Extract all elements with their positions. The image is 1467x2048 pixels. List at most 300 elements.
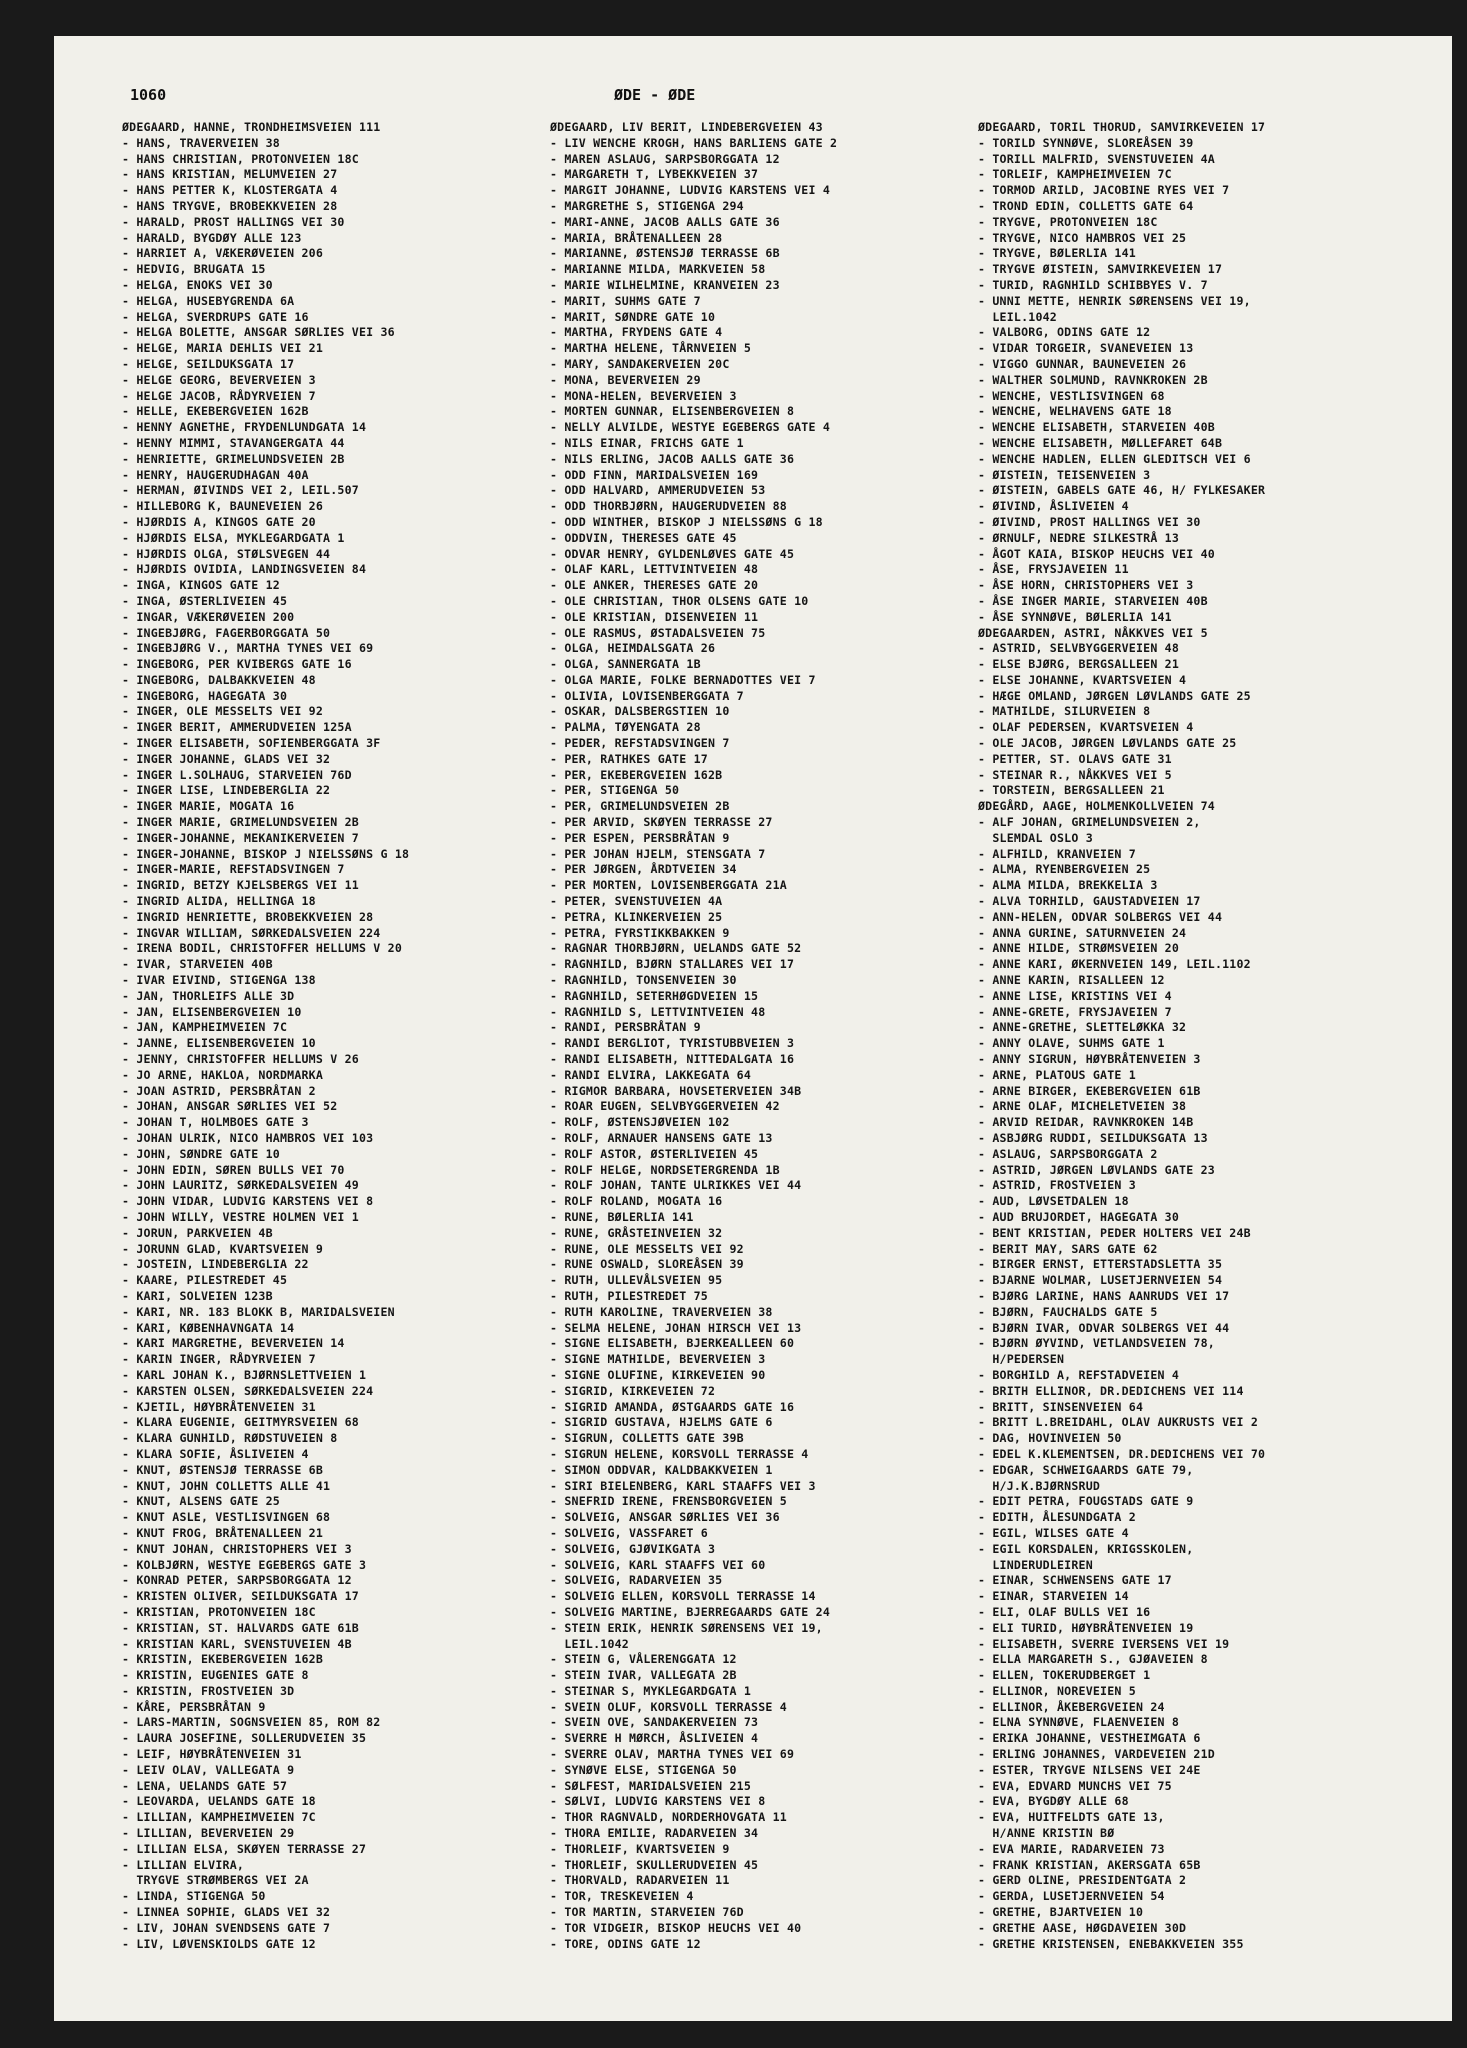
directory-entry: - BORGHILD A, REFSTADVEIEN 4	[978, 1367, 1180, 1382]
directory-entry: - LILLIAN, KAMPHEIMVEIEN 7C	[122, 1810, 316, 1825]
directory-entry: - OLE CHRISTIAN, THOR OLSENS GATE 10	[550, 593, 809, 608]
directory-entry: - KNUT JOHAN, CHRISTOPHERS VEI 3	[122, 1541, 352, 1556]
directory-entry: - ERLING JOHANNES, VARDEVEIEN 21D	[978, 1747, 1215, 1762]
directory-entry: - TURID, RAGNHILD SCHIBBYES V. 7	[978, 277, 1208, 292]
directory-entry: - SIGNE OLUFINE, KIRKEVEIEN 90	[550, 1367, 766, 1382]
directory-entry: - EINAR, SCHWENSENS GATE 17	[978, 1573, 1172, 1588]
directory-entry: - STEIN ERIK, HENRIK SØRENSENS VEI 19,	[550, 1620, 823, 1635]
directory-entry: - LILLIAN ELSA, SKØYEN TERRASSE 27	[122, 1841, 367, 1856]
directory-entry: - TRYGVE, NICO HAMBROS VEI 25	[978, 230, 1187, 245]
directory-entry: - EVA MARIE, RADARVEIEN 73	[978, 1841, 1165, 1856]
directory-entry: - ØIVIND, ÅSLIVEIEN 4	[978, 499, 1129, 514]
directory-entry: - HERMAN, ØIVINDS VEI 2, LEIL.507	[122, 483, 359, 498]
directory-entry: - GRETHE AASE, HØGDAVEIEN 30D	[978, 1920, 1187, 1935]
directory-entry: - KRISTIAN, ST. HALVARDS GATE 61B	[122, 1620, 359, 1635]
directory-entry: - TORMOD ARILD, JACOBINE RYES VEI 7	[978, 183, 1230, 198]
directory-entry: - HENRIETTE, GRIMELUNDSVEIEN 2B	[122, 451, 345, 466]
directory-entry: - WENCHE HADLEN, ELLEN GLEDITSCH VEI 6	[978, 451, 1251, 466]
directory-entry: - ANNE-GRETE, FRYSJAVEIEN 7	[978, 1004, 1172, 1019]
directory-entry: - INGRID ALIDA, HELLINGA 18	[122, 894, 316, 909]
directory-entry: - RANDI ELISABETH, NITTEDALGATA 16	[550, 1052, 795, 1067]
directory-entry: - ODD HALVARD, AMMERUDVEIEN 53	[550, 483, 766, 498]
directory-entry: - OLAF KARL, LETTVINTVEIEN 48	[550, 562, 759, 577]
directory-entry: - TROND EDIN, COLLETTS GATE 64	[978, 198, 1194, 213]
directory-entry: - RANDI, PERSBRÅTAN 9	[550, 1020, 701, 1035]
directory-entry: - JORUNN GLAD, KVARTSVEIEN 9	[122, 1241, 324, 1256]
directory-entry: - ELI, OLAF BULLS VEI 16	[978, 1604, 1151, 1619]
directory-entry: - HANS PETTER K, KLOSTERGATA 4	[122, 183, 338, 198]
directory-entry: - INGER-MARIE, REFSTADSVINGEN 7	[122, 862, 345, 877]
directory-entry: - PETER, SVENSTUVEIEN 4A	[550, 894, 723, 909]
directory-entry: - INGAR, VÆKERØVEIEN 200	[122, 609, 295, 624]
directory-entry: - JOHAN ULRIK, NICO HAMBROS VEI 103	[122, 1131, 374, 1145]
directory-entry: - INGEBORG, PER KVIBERGS GATE 16	[122, 657, 352, 672]
directory-entry: - OSKAR, DALSBERGSTIEN 10	[550, 704, 730, 719]
directory-entry: - PER, EKEBERGVEIEN 162B	[550, 767, 723, 782]
column-3	[978, 120, 1398, 1952]
directory-entry: - KOLBJØRN, WESTYE EGEBERGS GATE 3	[122, 1557, 367, 1572]
directory-entry: - WENCHE, VESTLISVINGEN 68	[978, 388, 1165, 403]
directory-entry: - INGA, ØSTERLIVEIEN 45	[122, 593, 288, 608]
directory-entry: - AUD, LØVSETDALEN 18	[978, 1194, 1129, 1209]
directory-entry: - KARL JOHAN K., BJØRNSLETTVEIEN 1	[122, 1367, 367, 1382]
directory-entry: - GERD OLINE, PRESIDENTGATA 2	[978, 1873, 1187, 1888]
directory-entry: - RUTH, PILESTREDET 75	[550, 1288, 708, 1303]
directory-entry: - INGER MARIE, GRIMELUNDSVEIEN 2B	[122, 815, 359, 830]
directory-entry: - KARIN INGER, RÅDYRVEIEN 7	[122, 1352, 316, 1367]
directory-entry: - OLE KRISTIAN, DISENVEIEN 11	[550, 609, 759, 624]
directory-entry: - INGER L.SOLHAUG, STARVEIEN 76D	[122, 767, 352, 782]
directory-entry: - RAGNHILD, SETERHØGDVEIEN 15	[550, 988, 759, 1003]
directory-entry: - PER JOHAN HJELM, STENSGATA 7	[550, 846, 766, 861]
directory-entry: - ROLF JOHAN, TANTE ULRIKKES VEI 44	[550, 1178, 802, 1193]
directory-entry: - HELGA, SVERDRUPS GATE 16	[122, 309, 309, 324]
directory-entry: - PETTER, ST. OLAVS GATE 31	[978, 751, 1172, 766]
directory-entry: - ØISTEIN, GABELS GATE 46, H/ FYLKESAKER	[978, 483, 1266, 498]
directory-entry: - IRENA BODIL, CHRISTOFFER HELLUMS V 20	[122, 941, 403, 956]
directory-entry: - JANNE, ELISENBERGVEIEN 10	[122, 1036, 316, 1051]
directory-entry: - SIMON ODDVAR, KALDBAKKVEIEN 1	[550, 1462, 773, 1477]
directory-entry: - ANNE KARIN, RISALLEEN 12	[978, 973, 1165, 988]
directory-entry: - INGEBORG, HAGEGATA 30	[122, 688, 288, 703]
directory-entry: - RUNE, BØLERLIA 141	[550, 1209, 694, 1224]
directory-entry: - KARI MARGRETHE, BEVERVEIEN 14	[122, 1336, 345, 1351]
directory-entry: - ASTRID, FROSTVEIEN 3	[978, 1178, 1136, 1193]
directory-entry: - ARVID REIDAR, RAVNKROKEN 14B	[978, 1115, 1194, 1130]
directory-entry: - LEOVARDA, UELANDS GATE 18	[122, 1794, 316, 1809]
directory-entry: - SVERRE H MØRCH, ÅSLIVEIEN 4	[550, 1731, 759, 1746]
directory-entry: ØDEGAARDEN, ASTRI, NÅKKVES VEI 5	[978, 625, 1208, 640]
directory-entry: - PETRA, KLINKERVEIEN 25	[550, 909, 723, 924]
directory-entry: - KARI, NR. 183 BLOKK B, MARIDALSVEIEN	[122, 1304, 395, 1319]
directory-entry: - ØISTEIN, TEISENVEIEN 3	[978, 467, 1151, 482]
directory-entry: - RANDI BERGLIOT, TYRISTUBBVEIEN 3	[550, 1036, 795, 1051]
directory-entry: - JAN, THORLEIFS ALLE 3D	[122, 988, 295, 1003]
directory-entry: - SØLFEST, MARIDALSVEIEN 215	[550, 1778, 752, 1793]
directory-entry: - INGER LISE, LINDEBERGLIA 22	[122, 783, 331, 798]
directory-entry: - INGER JOHANNE, GLADS VEI 32	[122, 751, 331, 766]
directory-entry: - SELMA HELENE, JOHAN HIRSCH VEI 13	[550, 1320, 802, 1335]
directory-entry: - INGVAR WILLIAM, SØRKEDALSVEIEN 224	[122, 925, 381, 940]
directory-entry: - LENA, UELANDS GATE 57	[122, 1778, 288, 1793]
directory-entry: - LINNEA SOPHIE, GLADS VEI 32	[122, 1905, 331, 1920]
directory-entry: - RUTH, ULLEVÅLSVEIEN 95	[550, 1273, 723, 1288]
directory-entry: - KRISTIN, EUGENIES GATE 8	[122, 1668, 309, 1683]
directory-entry: - SIGRID GUSTAVA, HJELMS GATE 6	[550, 1415, 773, 1430]
directory-entry: - JORUN, PARKVEIEN 4B	[122, 1225, 273, 1240]
directory-entry: - ASTRID, JØRGEN LØVLANDS GATE 23	[978, 1162, 1215, 1177]
directory-entry: - WENCHE, WELHAVENS GATE 18	[978, 404, 1172, 419]
directory-entry: H/ANNE KRISTIN BØ	[978, 1826, 1115, 1841]
directory-entry: - TRYGVE, BØLERLIA 141	[978, 246, 1136, 261]
directory-entry: - ELSE JOHANNE, KVARTSVEIEN 4	[978, 672, 1187, 687]
directory-entry: - TORSTEIN, BERGSALLEEN 21	[978, 783, 1165, 798]
directory-entry: - SNEFRID IRENE, FRENSBORGVEIEN 5	[550, 1494, 787, 1509]
directory-entry: - ROLF, ARNAUER HANSENS GATE 13	[550, 1131, 773, 1145]
directory-entry: - KÅRE, PERSBRÅTAN 9	[122, 1699, 266, 1714]
directory-entry: - MARIT, SØNDRE GATE 10	[550, 309, 716, 324]
directory-entry: - INGA, KINGOS GATE 12	[122, 578, 280, 593]
directory-entry: - THORVALD, RADARVEIEN 11	[550, 1873, 730, 1888]
directory-entry: - JOHN VIDAR, LUDVIG KARSTENS VEI 8	[122, 1194, 374, 1209]
directory-entry: - ROAR EUGEN, SELVBYGGERVEIEN 42	[550, 1099, 780, 1114]
directory-entry: - HARALD, PROST HALLINGS VEI 30	[122, 214, 345, 229]
directory-entry: - MARIE WILHELMINE, KRANVEIEN 23	[550, 277, 780, 292]
directory-entry: - FRANK KRISTIAN, AKERSGATA 65B	[978, 1857, 1201, 1872]
directory-entry: - ODD THORBJØRN, HAUGERUDVEIEN 88	[550, 499, 787, 514]
directory-entry: - HELGE, MARIA DEHLIS VEI 21	[122, 341, 324, 356]
directory-entry: - OLGA, HEIMDALSGATA 26	[550, 641, 716, 656]
directory-entry: - BRITH ELLINOR, DR.DEDICHENS VEI 114	[978, 1383, 1244, 1398]
directory-entry: - OLE JACOB, JØRGEN LØVLANDS GATE 25	[978, 736, 1237, 751]
directory-entry: - KRISTIN, EKEBERGVEIEN 162B	[122, 1652, 324, 1667]
directory-entry: TRYGVE STRØMBERGS VEI 2A	[122, 1873, 309, 1888]
directory-entry: - TORILL MALFRID, SVENSTUVEIEN 4A	[978, 151, 1215, 166]
directory-entry: - MARIT, SUHMS GATE 7	[550, 293, 701, 308]
directory-entry: - MARGRETHE S, STIGENGA 294	[550, 198, 744, 213]
directory-entry: - OLE RASMUS, ØSTADALSVEIEN 75	[550, 625, 766, 640]
page-number: 1060	[130, 86, 167, 104]
directory-entry: - SIGRUN HELENE, KORSVOLL TERRASSE 4	[550, 1446, 809, 1461]
directory-entry: - ERIKA JOHANNE, VESTHEIMGATA 6	[978, 1731, 1201, 1746]
directory-entry: - DAG, HOVINVEIEN 50	[978, 1431, 1122, 1446]
directory-entry: - IVAR EIVIND, STIGENGA 138	[122, 973, 316, 988]
directory-entry: - ROLF ROLAND, MOGATA 16	[550, 1194, 723, 1209]
directory-entry: - JOAN ASTRID, PERSBRÅTAN 2	[122, 1083, 316, 1098]
directory-entry: - INGER-JOHANNE, MEKANIKERVEIEN 7	[122, 830, 359, 845]
directory-entry: - MATHILDE, SILURVEIEN 8	[978, 704, 1151, 719]
directory-entry: - ARNE, PLATOUS GATE 1	[978, 1067, 1136, 1082]
directory-entry: - INGER ELISABETH, SOFIENBERGGATA 3F	[122, 736, 381, 751]
directory-entry: - BJØRN ØYVIND, VETLANDSVEIEN 78,	[978, 1336, 1215, 1351]
directory-entry: - ANNE HILDE, STRØMSVEIEN 20	[978, 941, 1180, 956]
directory-entry: - KNUT, ØSTENSJØ TERRASSE 6B	[122, 1462, 324, 1477]
directory-entry: - SOLVEIG, VASSFARET 6	[550, 1525, 708, 1540]
directory-entry: - ODD FINN, MARIDALSVEIEN 169	[550, 467, 759, 482]
directory-entry: - KNUT ASLE, VESTLISVINGEN 68	[122, 1510, 331, 1525]
directory-entry: H/J.K.BJØRNSRUD	[978, 1478, 1101, 1493]
directory-entry: - ODVAR HENRY, GYLDENLØVES GATE 45	[550, 546, 795, 561]
directory-entry: H/PEDERSEN	[978, 1352, 1065, 1367]
directory-entry: - MARGIT JOHANNE, LUDVIG KARSTENS VEI 4	[550, 183, 831, 198]
directory-entry: - ELISABETH, SVERRE IVERSENS VEI 19	[978, 1636, 1230, 1651]
directory-entry: - INGRID, BETZY KJELSBERGS VEI 11	[122, 878, 359, 893]
directory-entry: - WENCHE ELISABETH, STARVEIEN 40B	[978, 420, 1215, 435]
directory-entry: - SOLVEIG ELLEN, KORSVOLL TERRASSE 14	[550, 1589, 816, 1604]
column-1	[122, 120, 542, 1952]
directory-entry: - ÅSE, FRYSJAVEIEN 11	[978, 562, 1129, 577]
directory-entry: - ÅGOT KAIA, BISKOP HEUCHS VEI 40	[978, 546, 1215, 561]
directory-entry: - ROLF, ØSTENSJØVEIEN 102	[550, 1115, 730, 1130]
directory-entry: ØDEGAARD, TORIL THORUD, SAMVIRKEVEIEN 17	[978, 120, 1266, 134]
directory-entry: - VALBORG, ODINS GATE 12	[978, 325, 1151, 340]
directory-entry: - OLE ANKER, THERESES GATE 20	[550, 578, 759, 593]
directory-entry: - RANDI ELVIRA, LAKKEGATA 64	[550, 1067, 752, 1082]
directory-entry: - STEIN IVAR, VALLEGATA 2B	[550, 1668, 737, 1683]
directory-entry: - BJØRG LARINE, HANS AANRUDS VEI 17	[978, 1288, 1230, 1303]
directory-entry: - MARI-ANNE, JACOB AALLS GATE 36	[550, 214, 780, 229]
directory-entry: - JOSTEIN, LINDEBERGLIA 22	[122, 1257, 309, 1272]
directory-entry: - BRITT, SINSENVEIEN 64	[978, 1399, 1144, 1414]
directory-entry: - ANNE KARI, ØKERNVEIEN 149, LEIL.1102	[978, 957, 1251, 972]
directory-entry: - THORLEIF, SKULLERUDVEIEN 45	[550, 1857, 759, 1872]
directory-entry: - ALF JOHAN, GRIMELUNDSVEIEN 2,	[978, 815, 1201, 830]
directory-entry: - ELI TURID, HØYBRÅTENVEIEN 19	[978, 1620, 1194, 1635]
directory-entry: - TORILD SYNNØVE, SLOREÅSEN 39	[978, 135, 1194, 150]
directory-entry: LINDERUDLEIREN	[978, 1557, 1093, 1572]
directory-entry: - KLARA GUNHILD, RØDSTUVEIEN 8	[122, 1431, 338, 1446]
directory-entry: - KAARE, PILESTREDET 45	[122, 1273, 288, 1288]
directory-entry: - LIV WENCHE KROGH, HANS BARLIENS GATE 2	[550, 135, 838, 150]
directory-entry: - RIGMOR BARBARA, HOVSETERVEIEN 34B	[550, 1083, 802, 1098]
directory-entry: - ROLF HELGE, NORDSETERGRENDA 1B	[550, 1162, 780, 1177]
directory-entry: - KARI, KØBENHAVNGATA 14	[122, 1320, 295, 1335]
directory-entry: - ØRNULF, NEDRE SILKESTRÅ 13	[978, 530, 1180, 545]
directory-entry: - INGER BERIT, AMMERUDVEIEN 125A	[122, 720, 352, 735]
directory-entry: - ELLEN, TOKERUDBERGET 1	[978, 1668, 1151, 1683]
directory-entry: - ALMA MILDA, BREKKELIA 3	[978, 878, 1158, 893]
directory-entry: - SIGNE ELISABETH, BJERKEALLEEN 60	[550, 1336, 795, 1351]
directory-entry: - PER JØRGEN, ÅRDTVEIEN 34	[550, 862, 737, 877]
directory-entry: - MARIANNE, ØSTENSJØ TERRASSE 6B	[550, 246, 780, 261]
directory-entry: - BJØRN, FAUCHALDS GATE 5	[978, 1304, 1158, 1319]
directory-entry: - ASTRID, SELVBYGGERVEIEN 48	[978, 641, 1180, 656]
directory-entry: - EDGAR, SCHWEIGAARDS GATE 79,	[978, 1462, 1194, 1477]
directory-entry: - JENNY, CHRISTOFFER HELLUMS V 26	[122, 1052, 359, 1067]
directory-entry: - HANS, TRAVERVEIEN 38	[122, 135, 280, 150]
directory-entry: - INGER-JOHANNE, BISKOP J NIELSSØNS G 18	[122, 846, 410, 861]
directory-entry: - HELLE, EKEBERGVEIEN 162B	[122, 404, 309, 419]
page-header	[54, 86, 1452, 110]
directory-entry: - ASLAUG, SARPSBORGGATA 2	[978, 1146, 1158, 1161]
directory-page	[54, 36, 1452, 2021]
directory-entry: - ODD WINTHER, BISKOP J NIELSSØNS G 18	[550, 514, 823, 529]
directory-entry: - VIDAR TORGEIR, SVANEVEIEN 13	[978, 341, 1194, 356]
directory-entry: - RUTH KAROLINE, TRAVERVEIEN 38	[550, 1304, 773, 1319]
directory-entry: - BJARNE WOLMAR, LUSETJERNVEIEN 54	[978, 1273, 1223, 1288]
directory-entry: SLEMDAL OSLO 3	[978, 830, 1093, 845]
directory-entry: - ØIVIND, PROST HALLINGS VEI 30	[978, 514, 1201, 529]
directory-entry: - SYNØVE ELSE, STIGENGA 50	[550, 1762, 737, 1777]
directory-entry: - JAN, ELISENBERGVEIEN 10	[122, 1004, 302, 1019]
directory-entry: - HELGA, HUSEBYGRENDA 6A	[122, 293, 295, 308]
directory-entry: - ANN-HELEN, ODVAR SOLBERGS VEI 44	[978, 909, 1223, 924]
directory-entry: - HÆGE OMLAND, JØRGEN LØVLANDS GATE 25	[978, 688, 1251, 703]
directory-entry: - ÅSE INGER MARIE, STARVEIEN 40B	[978, 593, 1208, 608]
directory-entry: - MARIA, BRÅTENALLEEN 28	[550, 230, 723, 245]
directory-entry: - HELGE GEORG, BEVERVEIEN 3	[122, 372, 316, 387]
directory-entry: - EVA, BYGDØY ALLE 68	[978, 1794, 1129, 1809]
directory-entry: - PALMA, TØYENGATA 28	[550, 720, 701, 735]
directory-entry: - SIGRID, KIRKEVEIEN 72	[550, 1383, 716, 1398]
directory-entry: - TORE, ODINS GATE 12	[550, 1936, 701, 1951]
directory-entry: - PER ARVID, SKØYEN TERRASSE 27	[550, 815, 773, 830]
directory-entry: - ELLINOR, NOREVEIEN 5	[978, 1683, 1136, 1698]
directory-entry: - STEINAR S, MYKLEGARDGATA 1	[550, 1683, 752, 1698]
directory-entry: - EVA, HUITFELDTS GATE 13,	[978, 1810, 1165, 1825]
directory-entry: - STEINAR R., NÅKKVES VEI 5	[978, 767, 1172, 782]
directory-entry: - ARNE OLAF, MICHELETVEIEN 38	[978, 1099, 1187, 1114]
directory-entry: - BIRGER ERNST, ETTERSTADSLETTA 35	[978, 1257, 1223, 1272]
directory-entry: - HENRY, HAUGERUDHAGAN 40A	[122, 467, 309, 482]
directory-entry: - GRETHE, BJARTVEIEN 10	[978, 1905, 1144, 1920]
directory-entry: - HEDVIG, BRUGATA 15	[122, 262, 266, 277]
directory-entry: - ANNE LISE, KRISTINS VEI 4	[978, 988, 1172, 1003]
directory-entry: - MORTEN GUNNAR, ELISENBERGVEIEN 8	[550, 404, 795, 419]
directory-entry: - KARI, SOLVEIEN 123B	[122, 1288, 273, 1303]
directory-entry: - INGEBJØRG, FAGERBORGGATA 50	[122, 625, 331, 640]
directory-entry: - KNUT, JOHN COLLETTS ALLE 41	[122, 1478, 331, 1493]
directory-entry: - KLARA SOFIE, ÅSLIVEIEN 4	[122, 1446, 309, 1461]
directory-entry: - LEIV OLAV, VALLEGATA 9	[122, 1762, 295, 1777]
directory-entry: - PETRA, FYRSTIKKBAKKEN 9	[550, 925, 730, 940]
directory-entry: - BERIT MAY, SARS GATE 62	[978, 1241, 1158, 1256]
directory-entry: - MARTHA HELENE, TÅRNVEIEN 5	[550, 341, 752, 356]
directory-entry: - EGIL, WILSES GATE 4	[978, 1525, 1129, 1540]
directory-entry: - HARRIET A, VÆKERØVEIEN 206	[122, 246, 324, 261]
directory-entry: - RUNE, OLE MESSELTS VEI 92	[550, 1241, 744, 1256]
directory-entry: - PER ESPEN, PERSBRÅTAN 9	[550, 830, 730, 845]
directory-entry: - IVAR, STARVEIEN 40B	[122, 957, 273, 972]
directory-entry: - LIV, JOHAN SVENDSENS GATE 7	[122, 1920, 331, 1935]
directory-entry: - ELLA MARGARETH S., GJØAVEIEN 8	[978, 1652, 1208, 1667]
directory-entry: - HJØRDIS A, KINGOS GATE 20	[122, 514, 316, 529]
directory-entry: - MARY, SANDAKERVEIEN 20C	[550, 356, 730, 371]
directory-entry: - PEDER, REFSTADSVINGEN 7	[550, 736, 730, 751]
directory-entry: - JOHN, SØNDRE GATE 10	[122, 1146, 280, 1161]
directory-entry: - NELLY ALVILDE, WESTYE EGEBERGS GATE 4	[550, 420, 831, 435]
directory-entry: LEIL.1042	[550, 1636, 629, 1651]
directory-entry: - TOR VIDGEIR, BISKOP HEUCHS VEI 40	[550, 1920, 802, 1935]
directory-entry: LEIL.1042	[978, 309, 1057, 324]
directory-entry: - KRISTIAN, PROTONVEIEN 18C	[122, 1604, 316, 1619]
directory-entry: - TOR, TRESKEVEIEN 4	[550, 1889, 694, 1904]
directory-entry: - SIGNE MATHILDE, BEVERVEIEN 3	[550, 1352, 766, 1367]
directory-entry: - SIGRID AMANDA, ØSTGAARDS GATE 16	[550, 1399, 795, 1414]
directory-entry: - SVEIN OVE, SANDAKERVEIEN 73	[550, 1715, 759, 1730]
directory-entry: - ROLF ASTOR, ØSTERLIVEIEN 45	[550, 1146, 759, 1161]
directory-entry: - BJØRN IVAR, ODVAR SOLBERGS VEI 44	[978, 1320, 1230, 1335]
directory-entry: - PER MORTEN, LOVISENBERGGATA 21A	[550, 878, 787, 893]
directory-entry: - VIGGO GUNNAR, BAUNEVEIEN 26	[978, 356, 1187, 371]
directory-entry: - KLARA EUGENIE, GEITMYRSVEIEN 68	[122, 1415, 359, 1430]
directory-entry: - ELLINOR, ÅKEBERGVEIEN 24	[978, 1699, 1165, 1714]
directory-entry: - JOHN WILLY, VESTRE HOLMEN VEI 1	[122, 1209, 359, 1224]
directory-entry: - JOHAN, ANSGAR SØRLIES VEI 52	[122, 1099, 338, 1114]
directory-entry: - ODDVIN, THERESES GATE 45	[550, 530, 737, 545]
directory-entry: - MONA, BEVERVEIEN 29	[550, 372, 701, 387]
directory-entry: - ANNE-GRETHE, SLETTELØKKA 32	[978, 1020, 1187, 1035]
directory-entry: - ÅSE SYNNØVE, BØLERLIA 141	[978, 609, 1172, 624]
directory-entry: - WALTHER SOLMUND, RAVNKROKEN 2B	[978, 372, 1208, 387]
directory-entry: - AUD BRUJORDET, HAGEGATA 30	[978, 1209, 1180, 1224]
directory-entry: - NILS EINAR, FRICHS GATE 1	[550, 435, 744, 450]
directory-entry: - JO ARNE, HAKLOA, NORDMARKA	[122, 1067, 324, 1082]
directory-entry: - EINAR, STARVEIEN 14	[978, 1589, 1129, 1604]
directory-entry: - SOLVEIG, ANSGAR SØRLIES VEI 36	[550, 1510, 780, 1525]
directory-entry: - TORLEIF, KAMPHEIMVEIEN 7C	[978, 167, 1172, 182]
directory-entry: - HANS KRISTIAN, MELUMVEIEN 27	[122, 167, 338, 182]
directory-entry: - HJØRDIS ELSA, MYKLEGARDGATA 1	[122, 530, 345, 545]
directory-entry: - INGER, OLE MESSELTS VEI 92	[122, 704, 324, 719]
directory-entry: - EDIT PETRA, FOUGSTADS GATE 9	[978, 1494, 1194, 1509]
directory-entry: - TOR MARTIN, STARVEIEN 76D	[550, 1905, 744, 1920]
directory-entry: - HENNY MIMMI, STAVANGERGATA 44	[122, 435, 345, 450]
directory-entry: - SOLVEIG MARTINE, BJERREGAARDS GATE 24	[550, 1604, 831, 1619]
directory-entry: - ANNA GURINE, SATURNVEIEN 24	[978, 925, 1187, 940]
directory-entry: - STEIN G, VÅLERENGGATA 12	[550, 1652, 737, 1667]
directory-entry: - MARTHA, FRYDENS GATE 4	[550, 325, 723, 340]
directory-entry: - ANNY SIGRUN, HØYBRÅTENVEIEN 3	[978, 1052, 1201, 1067]
directory-entry: - MARGARETH T, LYBEKKVEIEN 37	[550, 167, 759, 182]
directory-entry: - HELGE, SEILDUKSGATA 17	[122, 356, 295, 371]
directory-entry: - EGIL KORSDALEN, KRIGSSKOLEN,	[978, 1541, 1194, 1556]
directory-entry: - KRISTIAN KARL, SVENSTUVEIEN 4B	[122, 1636, 352, 1651]
directory-entry: - LIV, LØVENSKIOLDS GATE 12	[122, 1936, 316, 1951]
directory-entry: - LEIF, HØYBRÅTENVEIEN 31	[122, 1747, 302, 1762]
directory-entry: - RUNE, GRÅSTEINVEIEN 32	[550, 1225, 723, 1240]
directory-entry: - MONA-HELEN, BEVERVEIEN 3	[550, 388, 737, 403]
directory-entry: - JOHN LAURITZ, SØRKEDALSVEIEN 49	[122, 1178, 359, 1193]
directory-entry: - EVA, EDVARD MUNCHS VEI 75	[978, 1778, 1172, 1793]
directory-entry: - INGER MARIE, MOGATA 16	[122, 799, 295, 814]
directory-entry: - ALVA TORHILD, GAUSTADVEIEN 17	[978, 894, 1201, 909]
directory-entry: - JOHAN T, HOLMBOES GATE 3	[122, 1115, 309, 1130]
directory-entry: - OLGA, SANNERGATA 1B	[550, 657, 701, 672]
directory-entry: - GRETHE KRISTENSEN, ENEBAKKVEIEN 355	[978, 1936, 1244, 1951]
directory-entry: - HJØRDIS OLGA, STØLSVEGEN 44	[122, 546, 331, 561]
directory-entry: - LILLIAN ELVIRA,	[122, 1857, 245, 1872]
directory-entry: - HELGA, ENOKS VEI 30	[122, 277, 273, 292]
directory-entry: - BRITT L.BREIDAHL, OLAV AUKRUSTS VEI 2	[978, 1415, 1259, 1430]
directory-entry: - ESTER, TRYGVE NILSENS VEI 24E	[978, 1762, 1201, 1777]
directory-entry: - INGRID HENRIETTE, BROBEKKVEIEN 28	[122, 909, 374, 924]
directory-entry: - WENCHE ELISABETH, MØLLEFARET 64B	[978, 435, 1223, 450]
directory-entry: - KNUT FROG, BRÅTENALLEEN 21	[122, 1525, 324, 1540]
directory-entry: - SOLVEIG, RADARVEIEN 35	[550, 1573, 723, 1588]
directory-entry: - RAGNHILD, BJØRN STALLARES VEI 17	[550, 957, 795, 972]
directory-entry: - EDEL K.KLEMENTSEN, DR.DEDICHENS VEI 70	[978, 1446, 1266, 1461]
directory-entry: - SØLVI, LUDVIG KARSTENS VEI 8	[550, 1794, 766, 1809]
directory-entry: - SIRI BIELENBERG, KARL STAAFFS VEI 3	[550, 1478, 816, 1493]
directory-entry: ØDEGÅRD, AAGE, HOLMENKOLLVEIEN 74	[978, 799, 1215, 814]
directory-entry: - SIGRUN, COLLETTS GATE 39B	[550, 1431, 744, 1446]
directory-entry: - ARNE BIRGER, EKEBERGVEIEN 61B	[978, 1083, 1201, 1098]
directory-entry: - OLIVIA, LOVISENBERGGATA 7	[550, 688, 744, 703]
directory-entry: - TRYGVE ØISTEIN, SAMVIRKEVEIEN 17	[978, 262, 1223, 277]
directory-entry: - THORLEIF, KVARTSVEIEN 9	[550, 1841, 730, 1856]
directory-entry: - NILS ERLING, JACOB AALLS GATE 36	[550, 451, 795, 466]
